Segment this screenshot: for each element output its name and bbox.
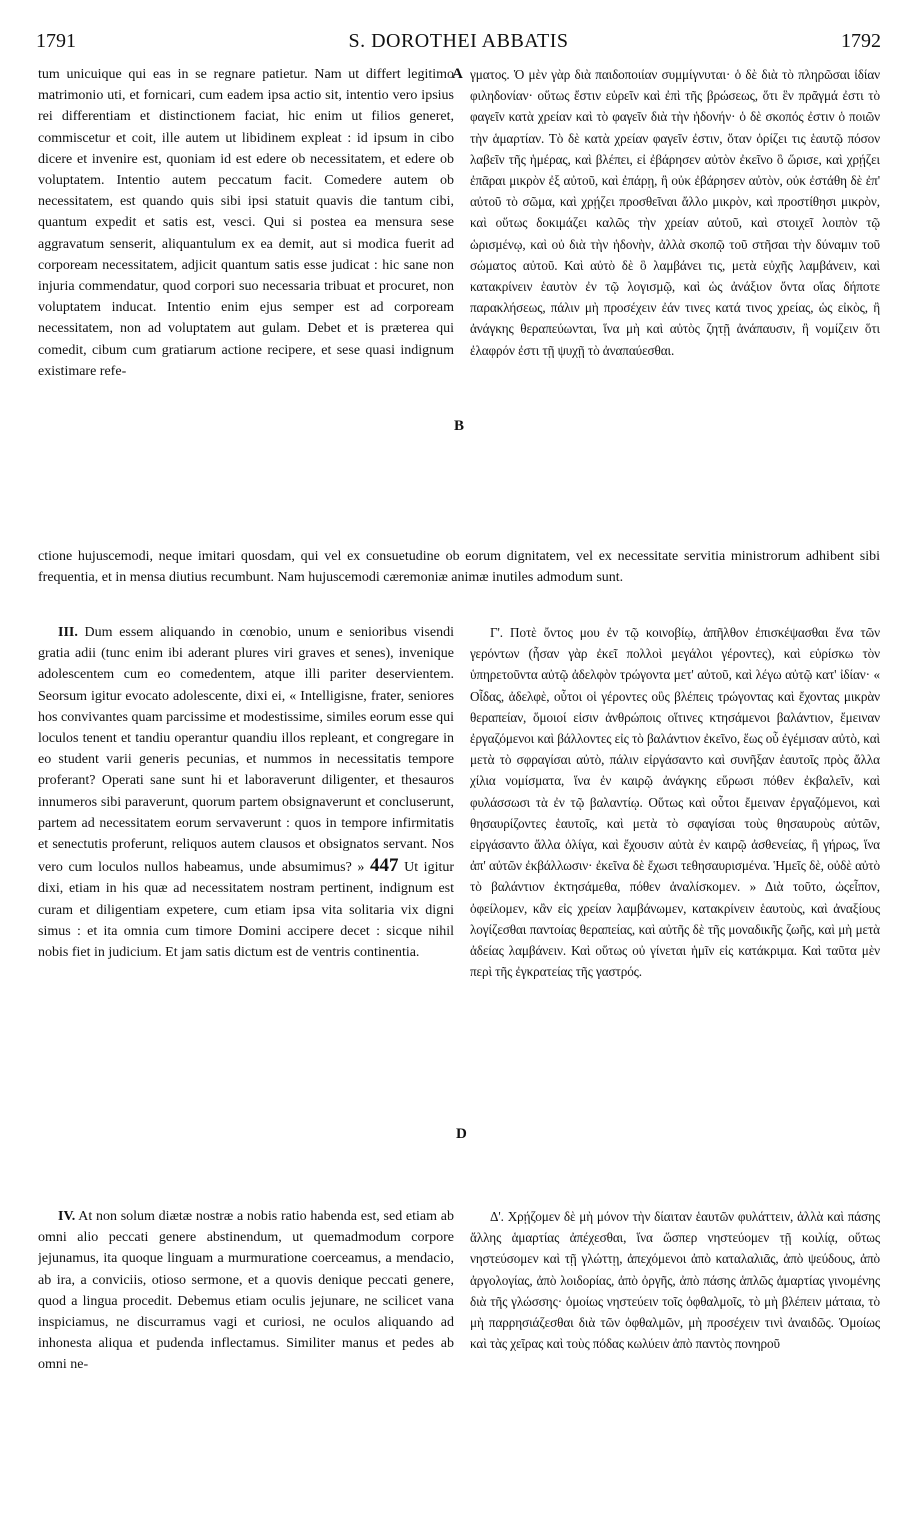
latin-full-width-continuation [38, 532, 880, 600]
latin-paragraph-1: tum unicuique qui eas in se regnare patietur. Nam ut differt legitimo matrimonio uti, et fornicari, cum eadem ipsa actio sit, intentio vero ipsius rei differentiam et distinctionem faciat, hic enim ut filios generet, commiscetur et coit, ille autem ut libidinem expleat : id ipsum in cibo dicere et invenire est, quoniam id est edere ob necessitatem, et edere ob voluptatem. Intentio autem peccatum facit. Comedere autem ob necessitatem, est quando quis sibi ipsi statuit quavis die tantum cibi, quantum expedit et satis est, vesci. Qui si postea ea mensura sese aggravatum senserit, aliquantulum ex ea demit, aut si modica fuerit ad corpoream necessitatem, adjicit quantum satis esse judicat : hic sane non injuria commendatur, quod corpori suo necessaria tribuat et procuret, non voluptatem inducat. Intentio enim ejus semper est ad corpoream necessitatem, non ad voluptatem aut gulam. Debet et is præterea qui comedit, cibum cum gratiarum actione recipere, et sese quasi indignum existimare refe- [38, 67, 454, 379]
margin-mark-b: B [454, 418, 465, 434]
page-header [36, 30, 881, 60]
page-marker-447: 447 [370, 855, 399, 877]
greek-column-top [470, 64, 880, 530]
latin-section-4 [38, 1206, 454, 1376]
greek-column-section-3 [470, 622, 880, 1160]
right-page-number: 1792 [841, 30, 881, 52]
greek-paragraph-1: γματος. Ὁ μὲν γὰρ διὰ παιδοποιίαν συμμίγνυται· ὁ δὲ διὰ τὸ πληρῶσαι ἰδίαν φιληδονίαν· οὕτως ἔστιν εὑρεῖν καὶ ἐπὶ τῆς βρώσεως, ὅτι ἓν πρᾶγμά ἐστι τὸ φαγεῖν κατὰ χρείαν καὶ τὸ φαγεῖν διὰ τὴν ἡδονήν· ὁ δὲ σκοπός ἐστιν ὁ ποιῶν τὴν ἁμαρτίαν. Τὸ δὲ κατὰ χρείαν φαγεῖν ἐστιν, ὅταν ὁρίζει τις ἑαυτῷ πόσον λαβεῖν τῆς ἡμέρας, καὶ βλέπει, εἰ ἐβάρησεν αὐτὸν ἐκεῖνο ὃ ὥρισε, καὶ χρῄζει ἐπᾶραι μικρὸν ἐξ αὐτοῦ, καὶ ἐπάρῃ, ἢ οὐκ ἐβάρησεν αὐτὸν, οὐκ ἐστάθη δὲ ἐπ' αὐτοῦ τὸ σῶμα, καὶ χρῄζει προσθεῖναι ἄλλο μικρὸν, καὶ προστίθησι μικρὸν, καὶ οὕτως δοκιμάζει καλῶς τὴν χρείαν αὐτοῦ, καὶ στοιχεῖ λοιπὸν τῷ ὡρισμένῳ, καὶ οὐ διὰ τὴν ἡδονὴν, ἀλλὰ σκοπῷ τοῦ στῆσαι τὴν δύναμιν τοῦ σώματος αὐτοῦ. Καὶ αὐτὸ δὲ ὃ λαμβάνει τις, μετὰ εὐχῆς λαμβάνειν, καὶ κατακρίνειν ἑαυτὸν ἐν τῷ λογισμῷ, καὶ ὡς ἀνάξιον ὄντα οἵας δήποτε παρακλήσεως, πάλιν μὴ προσέχειν ἐάν τινες κατά τινος χρείας, ὡς εἰκὸς, ἢ ἀνάγκης θεραπεύωνται, ἵνα μὴ καὶ αὐτὸς ζητῇ ἀνάπαυσιν, ἢ νομίζειν ὅτι ἐλαφρόν ἐστι τῇ ψυχῇ τὸ ἀναπαύεσθαι. [470, 67, 880, 358]
latin-section-3-text-a: Dum essem aliquando in cœnobio, unum e senioribus visendi gratia adii (tunc enim ibi aderant plures viri graves et senes), invenique adolescentem cum eo comedentem, atque illi pariter deservientem. Seorsum igitur evocato adolescente, dixi ei, « Intelligisne, frater, seniores hos convivantes quam parcissime et modestissime, similes eorum esse qui loculos tenent et tandiu operantur quandiu illos repleant, et congregare in eo student varii generis pecunias, et nummos in necessitatis tempore proferant? Operati sane sunt hi et laboraverunt diligenter, et thesauros innumeros sibi paraverunt, quorum partem obsignaverunt et concluserunt, partem ad necessitatem eorum servaverunt : quos in tempore infirmitatis et senectutis proferunt, reliquos autem clausos et obsignatos servant. Nos vero cum loculos nullos habeamus, unde absumimus? » [38, 625, 454, 876]
left-page-number: 1791 [36, 30, 76, 52]
greek-column-section-4 [470, 1206, 880, 1528]
latin-paragraph-1-continued: ctione hujuscemodi, neque imitari quosdam, qui vel ex consuetudine ob eorum dignitatem, vel ex necessitate servitia ministrorum adhibent sibi frequentia, et in mensa diutius recumbunt. Nam hujuscemodi cæremoniæ animæ inutiles admodum sunt. [38, 549, 880, 586]
latin-column-section-3 [38, 622, 454, 1160]
running-title: S. DOROTHEI ABBATIS [348, 30, 569, 52]
latin-section-4-number: IV. [58, 1209, 76, 1224]
latin-section-3-part-1 [38, 622, 454, 963]
greek-section-4: Δ'. Χρῄζομεν δὲ μὴ μόνον τὴν δίαιταν ἑαυτῶν φυλάττειν, ἀλλὰ καὶ πάσης ἄλλης ἁμαρτίας ἀπέχεσθαι, ἵνα ὥσπερ νηστεύομεν τῇ κοιλίᾳ, οὕτως νηστεύσομεν καὶ τῇ γλώττῃ, ἀπεχόμενοι ἀπὸ καταλαλιᾶς, ἀπὸ ψεύδους, ἀπὸ ἀργολογίας, ἀπὸ λοιδορίας, ἀπὸ ὀργῆς, ἀπὸ πάσης ἁπλῶς ἁμαρτίας γινομένης διὰ τῆς γλώσσης· ὁμοίως νηστεύειν τοῖς ὀφθαλμοῖς, τὸ μὴ βλέπειν μάταια, τὸ μὴ παρρησιάζεσθαι διὰ τῶν ὀφθαλμῶν, μὴ προσέχειν τινὶ ἀναιδῶς. Ὁμοίως καὶ τὰς χεῖρας καὶ τοὺς πόδας κωλύειν ἀπὸ παντὸς πονηροῦ [470, 1209, 880, 1352]
greek-section-3: Γ'. Ποτὲ ὄντος μου ἐν τῷ κοινοβίῳ, ἀπῆλθον ἐπισκέψασθαι ἕνα τῶν γερόντων (ἦσαν γὰρ ἐκεῖ πολλοὶ μεγάλοι γέροντες), καὶ εὑρίσκω τὸν ὑπηρετοῦντα αὐτῷ ἀδελφὸν τρώγοντα μετ' αὐτοῦ, καὶ λέγω αὐτῷ κατ' ἰδίαν· « Οἶδας, ἀδελφὲ, οὗτοι οἱ γέροντες οὓς βλέπεις τρώγοντας καὶ ἔχοντας μικρὰν θεραπείαν, ὅμοιοί εἰσιν ἀνθρώποις οἵτινες κτησάμενοι βαλάντιον, ἔμειναν ἐργαζόμενοι καὶ βάλλοντες εἰς τὸ βαλάντιον ἐκεῖνο, ἕως οὗ ἐγέμισαν αὐτὸ, καὶ μετὰ τὸ σφραγίσαι αὐτὸ, πάλιν εἰργάσαντο καὶ συνῆξαν ἑαυτοῖς πρὸς ἄλλα χίλια νομίσματα, ἵνα ἐν καιρῷ ἀνάγκης εὕρωσι πόθεν ἐκβαλεῖν, καὶ φυλάσσωσι τὰ ἐν τῷ βαλαντίῳ. Οὕτως καὶ οὗτοι ἔμειναν ἐργαζόμενοι, καὶ θησαυρίζοντες ἑαυτοῖς, καὶ μετὰ τὸ σφαγίσαι τοὺς θησαυροὺς αὐτῶν, εἰργάσαντο ἄλλα ὀλίγα, καὶ ἔχουσιν αὐτὰ ἐν καιρῷ ἀσθενείας, ἢ γήρως, ἵνα ἀπ' αὐτῶν ἐκβάλλωσιν· ἐκεῖνα δὲ ἔχωσι τεθησαυρισμένα. Ἡμεῖς δὲ, οὐδὲ αὐτὸ τὸ βαλάντιον ἐκτησάμεθα, πόθεν ἀναλίσκομεν. » Διὰ τοῦτο, ὡςεἶπον, ὀφείλομεν, κἂν εἰς χρείαν λαμβάνωμεν, κατακρίνειν ἑαυτοὺς, καὶ ἀναξίους λογίζεσθαι παντοίας θεραπείας, καὶ αὐτῆς δὲ τῆς μοναδικῆς ζωῆς, καὶ μὴ μετὰ ἀδείας λαμβάνειν. Καὶ οὕτως οὐ γίνεται ἡμῖν εἰς κατάκριμα. Καὶ ταῦτα μὲν περὶ τῆς ἐγκρατείας τῆς γαστρός. [470, 625, 880, 980]
margin-mark-a: A [452, 66, 463, 82]
latin-section-4-text: At non solum diætæ nostræ a nobis ratio habenda est, sed etiam ab omni alio peccati genere abstinendum, ut quemadmodum corpore jejunamus, ita quoque linguam a murmuratione coerceamus, a mendacio, ab ira, a conviciis, otioso sermone, et a quovis denique peccati genere, quod a lingua procedit. Debemus etiam oculis jejunare, ne scilicet vana inspiciamus, ne discurramus vagi et curiosi, ne oculos aliquando ad inhonesta aliqua et pudenda inflectamus. Similiter manus et pedes ab omni ne- [38, 1209, 454, 1373]
margin-mark-d: D [456, 1126, 467, 1142]
latin-section-3-number: III. [58, 625, 78, 640]
latin-column-section-4 [38, 1206, 454, 1528]
latin-column-top [38, 64, 454, 530]
latin-section-3-text-b: Ut igitur dixi, etiam in his quæ ad necessitatem nostram pertinent, indignum est curam et diligentiam expetere, cum etiam ipsa vita solitaria vix digni simus : et ita omnia cum timore Domini accipere decet : sicque nihil nobis fiet in judicium. Et jam satis dictum est de ventris continentia. [38, 860, 454, 961]
